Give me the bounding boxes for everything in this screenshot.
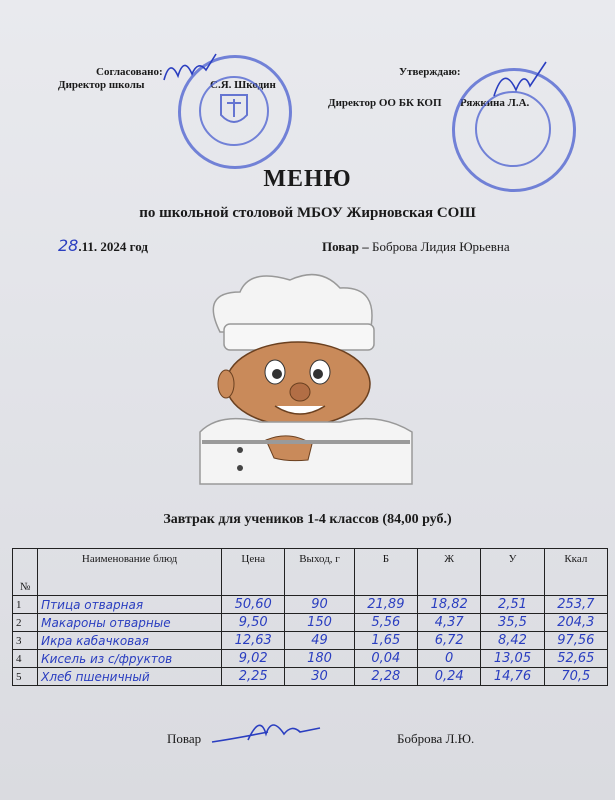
dish-protein: 21,89 [354,596,417,614]
date-rest: .11. 2024 год [78,239,148,254]
dish-fat: 0,24 [418,668,481,686]
dish-name: Икра кабачковая [38,632,222,650]
table-row [13,632,608,650]
dish-carbs: 14,76 [481,668,544,686]
approved-label: Согласовано: [96,66,163,78]
dish-carbs: 13,05 [481,650,544,668]
dish-carbs: 35,5 [481,614,544,632]
menu-date [58,236,148,255]
dish-name: Хлеб пшеничный [38,668,222,686]
col-dish-name: Наименование блюд [38,549,222,596]
meal-title: Завтрак для учеников 1-4 классов (84,00 руб.) [163,512,452,527]
col-price: Цена [222,549,285,596]
dish-protein: 5,56 [354,614,417,632]
confirm-position: Директор ОО БК КОП [328,97,442,109]
dish-carbs: 2,51 [481,596,544,614]
dish-fat: 6,72 [418,632,481,650]
cook-name: Боброва Лидия Юрьевна [372,239,510,254]
table-row [13,650,608,668]
dish-price: 2,25 [222,668,285,686]
dish-price: 12,63 [222,632,285,650]
dish-price: 9,50 [222,614,285,632]
dish-weight: 30 [285,668,354,686]
dish-kcal: 97,56 [544,632,607,650]
row-number: 4 [13,650,38,668]
director-signature-icon [160,50,220,90]
table-header-row [13,549,608,596]
dish-price: 9,02 [222,650,285,668]
dish-protein: 1,65 [354,632,417,650]
head-signature-icon [490,60,550,102]
dish-weight: 180 [285,650,354,668]
dish-carbs: 8,42 [481,632,544,650]
row-number: 5 [13,668,38,686]
confirm-label: Утверждаю: [399,66,461,78]
approved-position: Директор школы [58,79,145,91]
cook-line [322,239,510,255]
cook-signature-icon [208,708,338,752]
table-row [13,668,608,686]
col-carbs: У [481,549,544,596]
col-fat: Ж [418,549,481,596]
dish-price: 50,60 [222,596,285,614]
confirm-name: Ряжкина Л.А. [460,97,530,109]
dish-kcal: 253,7 [544,596,607,614]
dish-kcal: 70,5 [544,668,607,686]
row-number: 2 [13,614,38,632]
row-number: 3 [13,632,38,650]
dish-fat: 18,82 [418,596,481,614]
dish-protein: 2,28 [354,668,417,686]
dish-kcal: 204,3 [544,614,607,632]
dish-weight: 49 [285,632,354,650]
date-day: 28 [58,236,79,255]
dish-weight: 150 [285,614,354,632]
dish-weight: 90 [285,596,354,614]
col-weight: Выход, г [285,549,354,596]
dish-name: Кисель из с/фруктов [38,650,222,668]
cook-label: Повар – [322,239,369,254]
row-number: 1 [13,596,38,614]
table-row [13,596,608,614]
table-row [13,614,608,632]
dish-fat: 4,37 [418,614,481,632]
col-kcal: Ккал [544,549,607,596]
footer-cook-name: Боброва Л.Ю. [397,731,475,746]
dish-name: Птица отварная [38,596,222,614]
dish-protein: 0,04 [354,650,417,668]
dish-fat: 0 [418,650,481,668]
page-title: МЕНЮ [263,166,352,192]
footer-cook-label: Повар [167,731,202,746]
menu-table [12,548,608,686]
chef-illustration-icon [180,272,430,487]
dish-name: Макароны отварные [38,614,222,632]
col-number: № [13,549,38,596]
col-protein: Б [354,549,417,596]
page-subtitle: по школьной столовой МБОУ Жирновская СОШ [139,205,476,221]
dish-kcal: 52,65 [544,650,607,668]
approved-name: С.Я. Шкодин [210,79,276,91]
